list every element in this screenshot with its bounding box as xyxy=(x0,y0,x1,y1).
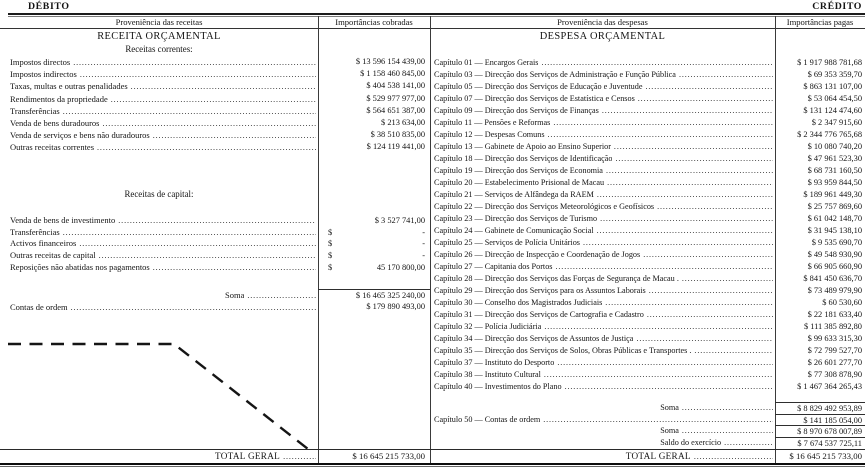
table-row xyxy=(430,189,865,201)
row-amount: $ 25 757 869,60 xyxy=(807,202,862,212)
row-amount: $ 1 467 364 265,43 xyxy=(797,382,862,392)
table-row xyxy=(430,141,865,153)
row-label: Transferências xyxy=(10,226,60,237)
dot-leader xyxy=(553,117,773,129)
dot-leader xyxy=(682,273,773,285)
table-row xyxy=(430,345,865,357)
receitas-capital-rows xyxy=(0,215,430,273)
dot-leader xyxy=(694,450,773,463)
dot-leader xyxy=(283,450,316,463)
table-row xyxy=(0,215,430,227)
row-amount: $ 179 890 493,00 xyxy=(366,301,425,311)
row-label: Saldo do exercício xyxy=(660,437,722,447)
row-label: Capítulo 35 — Direcção dos Serviços de Solos, Obras Públicas e Transportes . xyxy=(434,346,692,356)
dot-leader xyxy=(597,189,773,201)
row-label: Taxas, multas e outras penalidades xyxy=(10,81,128,92)
dot-leader xyxy=(679,69,773,81)
dot-leader xyxy=(583,237,773,249)
receitas-total-label: TOTAL GERAL xyxy=(215,451,281,461)
row-label: Capítulo 28 — Direcção dos Serviços das Forças de Segurança de Macau . xyxy=(434,274,679,284)
dot-leader xyxy=(682,402,773,414)
row-amount: $ 66 905 660,90 xyxy=(807,262,862,272)
row-amount: $ 26 601 277,70 xyxy=(807,358,862,368)
credit-label: CRÉDITO xyxy=(812,1,862,12)
row-label: Venda de bens de investimento xyxy=(10,215,116,225)
table-row xyxy=(430,425,865,437)
dot-leader xyxy=(63,105,316,117)
row-label: Contas de ordem xyxy=(10,301,68,312)
row-amount: $ 9 535 690,70 xyxy=(811,238,862,248)
header-despesas-source: Proveniência das despesas xyxy=(557,16,648,27)
table-row xyxy=(430,153,865,165)
receitas-section-title: RECEITA ORÇAMENTAL xyxy=(97,31,221,42)
row-amount: $ 77 308 878,90 xyxy=(807,370,862,380)
row-label: Capítulo 34 — Direcção dos Serviços de Assuntos de Justiça xyxy=(434,334,634,344)
row-label: Capítulo 11 — Pensões e Reformas xyxy=(434,118,551,128)
receitas-soma-rows xyxy=(0,289,430,313)
despesas-section-title: DESPESA ORÇAMENTAL xyxy=(539,31,666,42)
dot-leader xyxy=(544,321,773,333)
row-amount: $ 68 731 160,50 xyxy=(807,166,862,176)
row-label: Capítulo 38 — Instituto Cultural xyxy=(434,370,541,380)
dot-leader xyxy=(606,165,773,177)
table-row xyxy=(430,414,865,426)
dot-leader xyxy=(643,249,773,261)
row-amount: $ 16 465 325 240,00 xyxy=(318,289,430,301)
row-label: Capítulo 03 — Direcção dos Serviços de Administração e Função Pública xyxy=(434,70,676,80)
row-label: Soma xyxy=(660,403,679,412)
dot-leader xyxy=(247,289,316,301)
receitas-capital-heading: Receitas de capital: xyxy=(124,189,194,199)
row-label: Soma xyxy=(225,289,245,300)
table-row xyxy=(430,69,865,81)
row-label: Impostos indirectos xyxy=(10,69,77,80)
table-row xyxy=(0,250,430,262)
row-amount: $ 10 080 740,20 xyxy=(807,142,862,152)
row-amount: $ 111 385 892,80 xyxy=(803,322,862,332)
row-amount: $ 73 489 979,90 xyxy=(807,286,862,296)
amount-value: 45 170 800,00 xyxy=(376,262,425,272)
dot-leader xyxy=(649,285,773,297)
row-amount: $ 31 945 138,10 xyxy=(807,226,862,236)
currency-sign: $ xyxy=(328,251,333,261)
table-row xyxy=(0,238,430,250)
table-row xyxy=(430,177,865,189)
row-amount: $ 38 510 835,00 xyxy=(370,130,425,140)
row-amount: $ 131 124 474,60 xyxy=(803,106,862,116)
row-amount: $ 13 596 154 439,00 xyxy=(355,57,425,66)
dot-leader xyxy=(605,297,773,309)
dot-leader xyxy=(600,213,773,225)
row-amount: $ 49 548 930,90 xyxy=(807,250,862,260)
table-row xyxy=(0,117,430,129)
dot-leader xyxy=(682,425,773,437)
row-amount: $ 529 977 977,00 xyxy=(366,93,425,103)
row-label: Rendimentos da propriedade xyxy=(10,93,108,104)
dot-leader xyxy=(602,105,773,117)
table-row xyxy=(430,105,865,117)
row-amount: $ 213 634,00 xyxy=(381,117,425,127)
row-amount: $ 863 131 107,00 xyxy=(803,82,862,92)
row-amount: $ 1 917 988 781,68 xyxy=(797,58,862,67)
row-amount: $ 404 538 141,00 xyxy=(366,81,425,91)
dot-leader xyxy=(118,215,316,227)
table-row xyxy=(0,93,430,105)
table-row xyxy=(430,333,865,345)
row-amount: $ 2 344 776 765,68 xyxy=(797,130,862,140)
row-amount: $ 1 158 460 845,00 xyxy=(360,69,425,79)
receitas-total-row xyxy=(0,449,430,463)
dot-leader xyxy=(636,333,773,345)
header-receitas-source: Proveniência das receitas xyxy=(115,16,203,27)
row-amount: $ 99 633 315,30 xyxy=(807,334,862,344)
row-label: Activos financeiros xyxy=(10,238,77,249)
table-row xyxy=(0,227,430,239)
header-despesas-amount: Importâncias pagas xyxy=(786,16,854,27)
dot-leader xyxy=(548,129,773,141)
dot-leader xyxy=(597,225,773,237)
dot-leader xyxy=(71,301,316,313)
bottom-rule-thick xyxy=(0,463,865,465)
dot-leader xyxy=(615,153,773,165)
dot-leader xyxy=(80,68,316,80)
dot-leader xyxy=(541,57,773,69)
row-label: Capítulo 32 — Polícia Judiciária xyxy=(434,322,542,332)
row-label: Impostos directos xyxy=(10,57,71,67)
table-row xyxy=(430,249,865,261)
table-row xyxy=(430,165,865,177)
row-label: Outras receitas de capital xyxy=(10,250,96,261)
table-row xyxy=(430,57,865,69)
row-label: Venda de serviços e bens não duradouros xyxy=(10,130,150,141)
table-row xyxy=(0,105,430,117)
table-row xyxy=(430,321,865,333)
receitas-correntes-rows xyxy=(0,56,430,154)
row-amount: $ 8 829 492 953,89 xyxy=(775,402,865,414)
currency-sign: $ xyxy=(328,262,333,272)
row-label: Capítulo 29 — Direcção dos Serviços para os Assuntos Laborais xyxy=(434,286,646,296)
row-label: Capítulo 50 — Contas de ordem xyxy=(434,414,541,424)
row-amount: $ 2 347 915,60 xyxy=(811,118,862,128)
row-label: Capítulo 18 — Direcção dos Serviços de Identificação xyxy=(434,154,613,164)
table-row xyxy=(0,141,430,153)
despesas-total-label: TOTAL GERAL xyxy=(625,451,691,461)
row-label: Capítulo 24 — Gabinete de Comunicação Social xyxy=(434,226,594,236)
table-row xyxy=(430,261,865,273)
row-amount: $ 841 450 636,70 xyxy=(803,274,862,284)
dot-leader xyxy=(638,93,773,105)
void-dash-line xyxy=(0,330,430,465)
row-amount xyxy=(318,262,430,274)
table-row xyxy=(0,289,430,301)
table-row xyxy=(430,201,865,213)
table-row xyxy=(430,309,865,321)
row-label: Capítulo 21 — Serviços de Alfândega da RAEM xyxy=(434,190,594,200)
table-row xyxy=(430,381,865,393)
amount-value: - xyxy=(422,251,425,261)
debit-label: DÉBITO xyxy=(28,1,70,12)
dot-leader xyxy=(557,357,773,369)
table-row xyxy=(0,262,430,274)
row-label: Capítulo 25 — Serviços de Polícia Unitários xyxy=(434,238,580,248)
despesas-footer-rows xyxy=(430,402,865,448)
row-label: Capítulo 01 — Encargos Gerais xyxy=(434,58,539,67)
despesas-capitulo-rows xyxy=(430,57,865,393)
row-label: Capítulo 27 — Capitania dos Portos xyxy=(434,262,553,272)
row-label: Soma xyxy=(660,426,679,436)
row-amount: $ 72 799 527,70 xyxy=(807,346,862,356)
row-label: Capítulo 30 — Conselho dos Magistrados Judiciais xyxy=(434,298,603,308)
row-label: Capítulo 09 — Direcção dos Serviços de Finanças xyxy=(434,106,599,116)
dot-leader xyxy=(694,345,773,357)
table-row xyxy=(430,93,865,105)
table-row xyxy=(0,56,430,68)
row-label: Capítulo 13 — Gabinete de Apoio ao Ensino Superior xyxy=(434,142,611,152)
row-amount: $ 8 970 678 007,89 xyxy=(775,425,865,437)
row-label: Transferências xyxy=(10,105,60,116)
dot-leader xyxy=(111,93,316,105)
row-label: Reposições não abatidas nos pagamentos xyxy=(10,261,150,272)
row-label: Venda de bens duradouros xyxy=(10,117,100,128)
table-row xyxy=(430,81,865,93)
row-label: Capítulo 26 — Direcção de Inspecção e Coordenação de Jogos xyxy=(434,250,641,260)
dot-leader xyxy=(556,261,774,273)
table-row xyxy=(430,402,865,414)
table-row xyxy=(0,129,430,141)
row-label: Capítulo 05 — Direcção dos Serviços de Educação e Juventude xyxy=(434,82,643,92)
row-amount: $ 53 064 454,50 xyxy=(807,94,862,104)
table-row xyxy=(0,68,430,80)
dot-leader xyxy=(543,414,773,426)
row-amount xyxy=(318,250,430,262)
dot-leader xyxy=(102,117,316,129)
dot-leader xyxy=(544,369,773,381)
row-label: Capítulo 07 — Direcção dos Serviços de Estatística e Censos xyxy=(434,94,635,104)
row-label: Capítulo 37 — Instituto do Desporto xyxy=(434,358,555,368)
row-amount: $ 189 961 449,30 xyxy=(803,190,862,200)
dot-leader xyxy=(99,250,316,262)
table-row xyxy=(430,357,865,369)
amount-value: - xyxy=(422,239,425,249)
dot-leader xyxy=(565,381,773,393)
dot-leader xyxy=(73,56,316,68)
table-row xyxy=(430,437,865,449)
despesas-total-amount: $ 16 645 215 733,00 xyxy=(789,451,862,461)
dot-leader xyxy=(97,141,316,153)
currency-sign: $ xyxy=(328,227,333,237)
dot-leader xyxy=(153,262,316,274)
table-row xyxy=(430,369,865,381)
table-row xyxy=(430,117,865,129)
dot-leader xyxy=(657,201,773,213)
row-label: Capítulo 20 — Estabelecimento Prisional de Macau xyxy=(434,178,605,188)
bottom-rule-thin xyxy=(0,466,865,467)
dot-leader xyxy=(646,81,774,93)
table-row xyxy=(430,285,865,297)
header-bottom-rule xyxy=(0,28,865,29)
receitas-correntes-heading: Receitas correntes: xyxy=(125,43,193,54)
table-row xyxy=(430,273,865,285)
row-label: Capítulo 40 — Investimentos do Plano xyxy=(434,382,562,392)
row-amount: $ 69 353 359,70 xyxy=(807,70,862,80)
row-amount: $ 93 959 844,50 xyxy=(807,178,862,188)
row-amount xyxy=(318,238,430,250)
table-row xyxy=(0,80,430,92)
row-amount: $ 61 042 148,70 xyxy=(807,214,862,224)
dot-leader xyxy=(647,309,773,321)
row-label: Capítulo 19 — Direcção dos Serviços de Economia xyxy=(434,166,603,176)
row-amount: $ 564 651 387,00 xyxy=(366,105,425,115)
row-label: Capítulo 23 — Direcção dos Serviços de Turismo xyxy=(434,214,598,224)
table-row xyxy=(0,301,430,313)
table-row xyxy=(430,213,865,225)
table-row xyxy=(430,225,865,237)
row-label: Outras receitas correntes xyxy=(10,142,95,153)
despesas-total-row xyxy=(430,449,865,463)
row-label: Capítulo 22 — Direcção dos Serviços Meteorológicos e Geofísicos xyxy=(434,202,655,212)
dot-leader xyxy=(724,437,773,449)
header-receitas-amount: Importâncias cobradas xyxy=(335,16,413,27)
dot-leader xyxy=(131,80,316,92)
row-amount: $ 22 181 633,40 xyxy=(807,310,862,320)
table-row xyxy=(430,297,865,309)
row-amount xyxy=(318,227,430,239)
dot-leader xyxy=(63,227,316,239)
row-amount: $ 7 674 537 725,11 xyxy=(775,437,865,449)
dot-leader xyxy=(153,129,316,141)
row-amount: $ 47 961 523,30 xyxy=(807,154,862,164)
currency-sign: $ xyxy=(328,239,333,249)
row-amount: $ 3 527 741,00 xyxy=(374,216,425,225)
receitas-total-amount: $ 16 645 215 733,00 xyxy=(352,451,425,461)
row-amount: $ 60 530,60 xyxy=(822,298,862,308)
dot-leader xyxy=(79,238,316,250)
table-row xyxy=(430,237,865,249)
row-amount: $ 124 119 441,00 xyxy=(366,142,425,152)
amount-value: - xyxy=(422,227,425,237)
top-rule-thick xyxy=(8,13,865,15)
dot-leader xyxy=(607,177,773,189)
dot-leader xyxy=(614,141,773,153)
table-row xyxy=(430,129,865,141)
row-label: Capítulo 12 — Despesas Comuns xyxy=(434,130,545,140)
row-amount: $ 141 185 054,00 xyxy=(775,414,865,426)
row-label: Capítulo 31 — Direcção dos Serviços de Cartografia e Cadastro xyxy=(434,310,644,320)
